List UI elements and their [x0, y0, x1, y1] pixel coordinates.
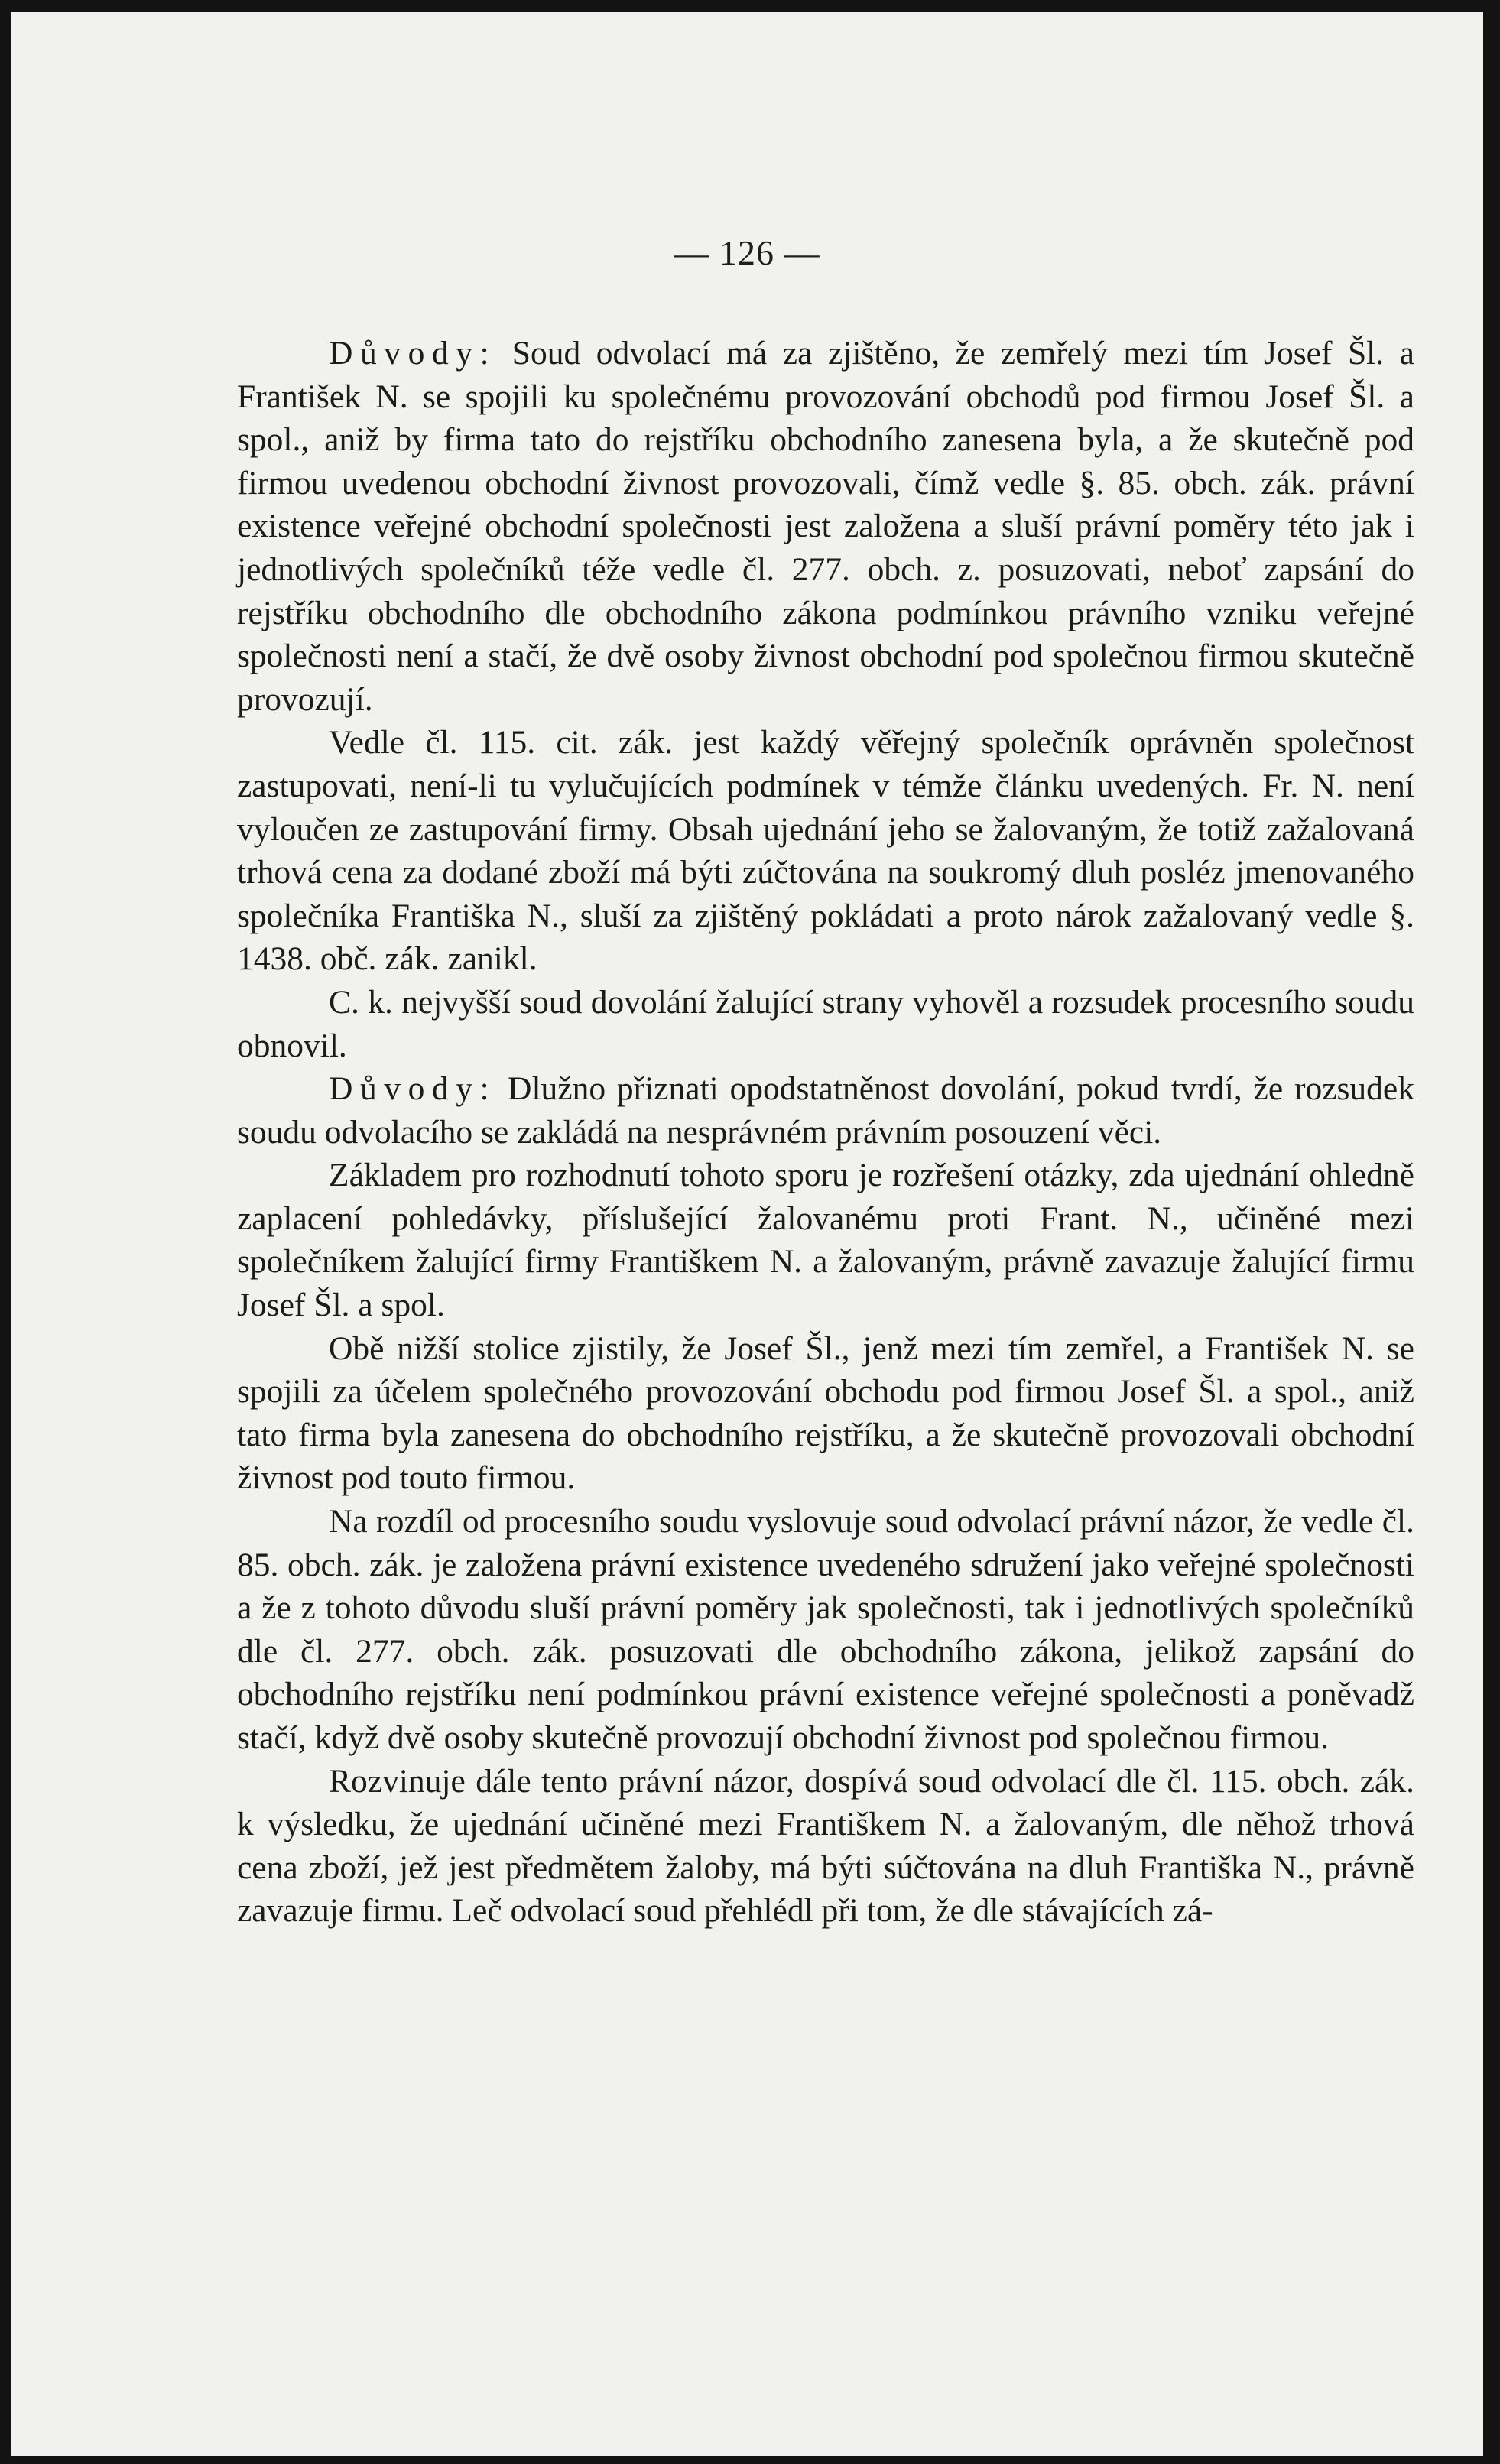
paragraph-lead: Důvody:: [329, 335, 497, 372]
paragraph-2: [237, 721, 1414, 981]
paragraph-text: Rozvinuje dále tento právní názor, dospívá soud odvolací dle čl. 115. obch. zák. k výsledku, že ujednání učiněné mezi Františkem N. a žalovaným, dle něhož trhová cena zboží, jež jest předmětem žaloby, má býti súčtována na dluh Františka N., právně zavazuje firmu. Leč odvolací soud přehlédl při tom, že dle stávajících zá-: [237, 1762, 1414, 1930]
page-number: — 126 —: [674, 233, 820, 272]
paragraph-6: [237, 1327, 1414, 1500]
paragraph-8: [237, 1760, 1414, 1933]
paragraph-text: Dlužno přiznati opodstatněnost dovolání, pokud tvrdí, že rozsudek soudu odvolacího se zakládá na nesprávném právním posouzení věci.: [237, 1070, 1414, 1151]
paragraph-text: Soud odvolací má za zjištěno, že zemřelý mezi tím Josef Šl. a František N. se spojili ku společnému provozování obchodů pod firmou Josef Šl. a spol., aniž by firma tato do rejstříku obchodního zanesena byla, a že skutečně pod firmou uvedenou obchodní živnost provozovali, čímž vedle §. 85. obch. zák. právní existence veřejné obchodní společnosti jest založena a sluší právní poměry této jak i jednotlivých společníků téže vedle čl. 277. obch. z. posuzovati, neboť zapsání do rejstříku obchodního dle obchodního zákona podmínkou právního vzniku veřejné společnosti není a stačí, že dvě osoby živnost obchodní pod společnou firmou skutečně provozují.: [237, 335, 1414, 718]
paragraph-text: Vedle čl. 115. cit. zák. jest každý věřejný společník oprávněn společnost zastupovati, není-li tu vylučujících podmínek v témže článku uvedených. Fr. N. není vyloučen ze zastupování firmy. Obsah ujednání jeho se žalovaným, že totiž zažalovaná trhová cena za dodané zboží má býti zúčtována na soukromý dluh posléz jmenovaného společníka Františka N., sluší za zjištěný pokládati a proto nárok zažalovaný vedle §. 1438. obč. zák. zanikl.: [237, 724, 1414, 978]
body-text: [237, 332, 1414, 1933]
paragraph-text: Na rozdíl od procesního soudu vyslovuje soud odvolací právní názor, že vedle čl. 85. obch. zák. je založena právní existence uvedeného sdružení jako veřejné společnosti a že z tohoto důvodu sluší právní poměry jak společnosti, tak i jednotlivých společníků dle čl. 277. obch. zák. posuzovati dle obchodního zákona, jelikož zapsání do obchodního rejstříku není podmínkou právní existence veřejné společnosti a poněvadž stačí, když dvě osoby skutečně provozují obchodní živnost pod společnou firmou.: [237, 1503, 1414, 1756]
paragraph-4: [237, 1067, 1414, 1154]
paragraph-lead: Důvody:: [329, 1070, 497, 1108]
paragraph-text: Obě nižší stolice zjistily, že Josef Šl., jenž mezi tím zemřel, a František N. se spojili za účelem společného provozování obchodu pod firmou Josef Šl. a spol., aniž tato firma byla zanesena do obchodního rejstříku, a že skutečně provozovali obchodní živnost pod touto firmou.: [237, 1329, 1414, 1497]
paragraph-1: [237, 332, 1414, 721]
paragraph-7: [237, 1500, 1414, 1760]
document-page: [11, 12, 1483, 2456]
paragraph-text: C. k. nejvyšší soud dovolání žalující strany vyhověl a rozsudek procesního soudu obnovil.: [237, 983, 1414, 1064]
paragraph-text: Základem pro rozhodnutí tohoto sporu je rozřešení otázky, zda ujednání ohledně zaplacení pohledávky, příslušející žalovanému proti Frant. N., učiněné mezi společníkem žalující firmy Františkem N. a žalovaným, právně zavazuje žalující firmu Josef Šl. a spol.: [237, 1157, 1414, 1324]
paragraph-3: [237, 981, 1414, 1067]
paragraph-5: [237, 1154, 1414, 1326]
